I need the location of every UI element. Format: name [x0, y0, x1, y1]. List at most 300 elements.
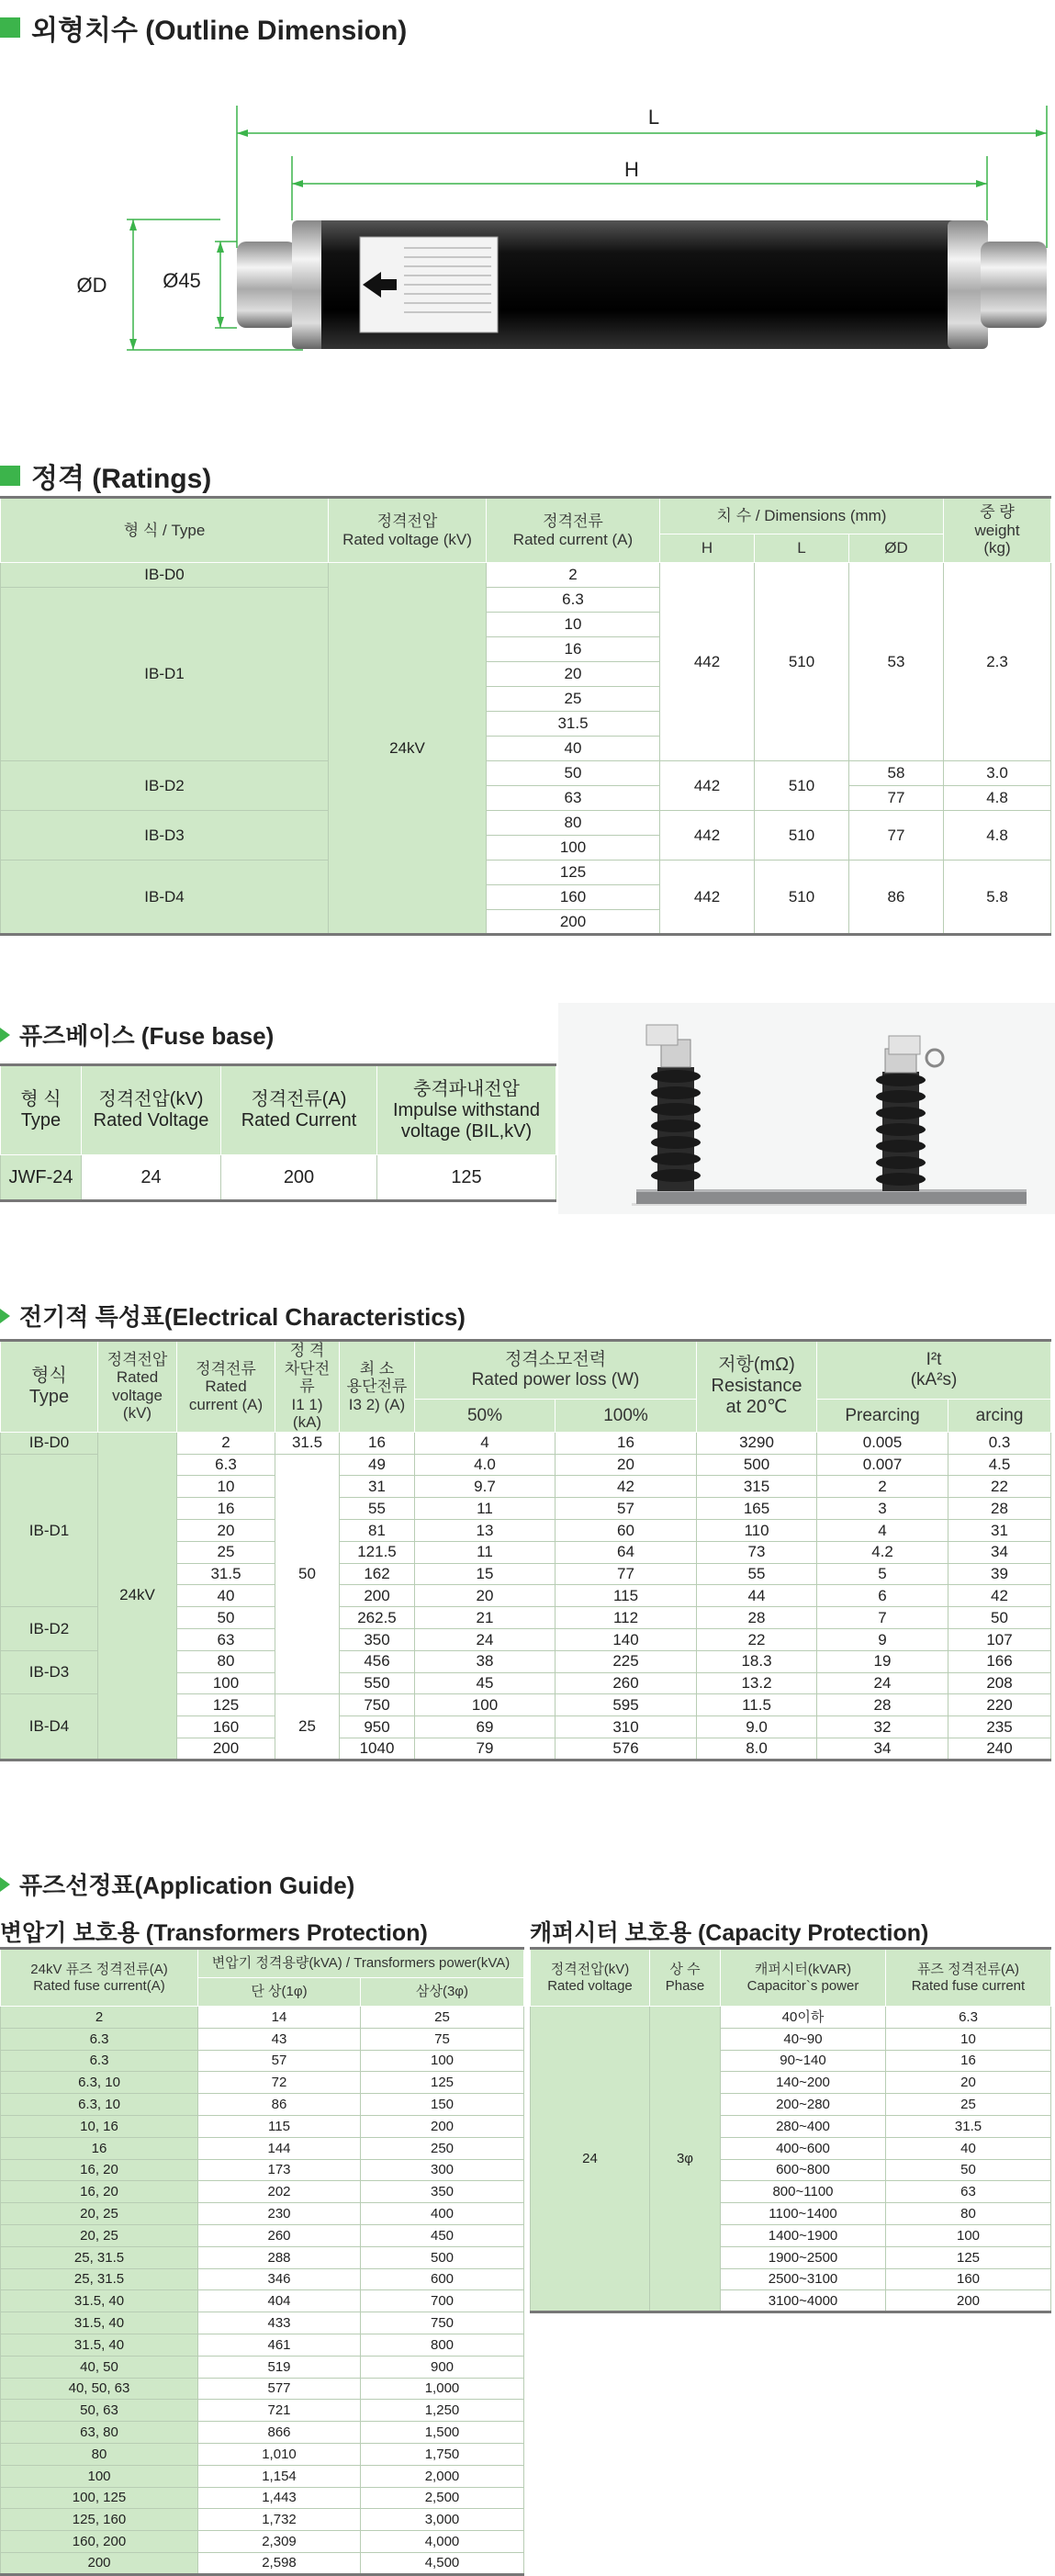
cap-fuse-cell: 100	[886, 2224, 1051, 2246]
value-cell: 28	[817, 1694, 948, 1716]
value-cell: 2	[817, 1476, 948, 1498]
current-cell: 100	[177, 1672, 275, 1694]
fuse-current-cell: 6.3, 10	[1, 2072, 198, 2094]
header-impulse: 충격파내전압 Impulse withstand voltage (BIL,kV)	[377, 1065, 556, 1155]
type-cell: IB-D0	[1, 1432, 98, 1454]
single-phase-cell: 202	[198, 2181, 361, 2203]
weight-cell: 2.3	[944, 563, 1051, 761]
value-cell: 166	[948, 1650, 1051, 1672]
cap-table	[530, 1947, 1051, 2313]
current-cell: 125	[487, 861, 660, 885]
triangle-bullet-icon	[0, 1028, 10, 1042]
fuse-current-cell: 6.3, 10	[1, 2094, 198, 2116]
current-cell: 200	[221, 1155, 377, 1201]
dim-label-D: ØD	[76, 274, 107, 297]
cap-phase-cell: 3φ	[650, 2007, 721, 2312]
single-phase-cell: 404	[198, 2290, 361, 2312]
current-cell: 10	[177, 1476, 275, 1498]
value-cell: 55	[697, 1563, 817, 1585]
dim-D-cell: 77	[849, 811, 944, 861]
fuse-base-photo	[558, 1003, 1055, 1214]
header-weight: 중 량 weight (kg)	[944, 498, 1051, 563]
cap-fuse-cell: 31.5	[886, 2115, 1051, 2137]
three-phase-cell: 125	[361, 2072, 524, 2094]
type-cell: IB-D0	[1, 563, 329, 588]
header-dims: 치 수 / Dimensions (mm)	[660, 498, 944, 534]
three-phase-cell: 750	[361, 2312, 524, 2334]
three-phase-cell: 400	[361, 2203, 524, 2225]
value-cell: 4	[415, 1432, 556, 1454]
fusebase-table	[0, 1063, 556, 1202]
single-phase-cell: 721	[198, 2400, 361, 2422]
left-end-cap	[237, 242, 297, 328]
current-cell: 63	[487, 786, 660, 811]
fuse-current-cell: 6.3	[1, 2050, 198, 2072]
cap-power-cell: 3100~4000	[721, 2290, 886, 2312]
current-cell: 100	[487, 836, 660, 861]
header-i1: 정 격 차단전류 I1 1) (kA)	[275, 1341, 340, 1433]
value-cell: 50	[948, 1607, 1051, 1629]
current-cell: 40	[177, 1585, 275, 1607]
dim-L-cell: 510	[755, 761, 849, 811]
header-type: 형 식 Type	[1, 1065, 82, 1155]
value-cell: 595	[556, 1694, 697, 1716]
cap-fuse-cell: 6.3	[886, 2007, 1051, 2029]
dim-H-cell: 442	[660, 761, 755, 811]
fuse-current-cell: 16, 20	[1, 2159, 198, 2181]
current-cell: 31.5	[487, 712, 660, 737]
weight-cell: 5.8	[944, 861, 1051, 935]
single-phase-cell: 1,154	[198, 2465, 361, 2487]
fuse-current-cell: 80	[1, 2443, 198, 2465]
value-cell: 140	[556, 1628, 697, 1650]
value-cell: 11	[415, 1498, 556, 1520]
value-cell: 4.5	[948, 1454, 1051, 1476]
three-phase-cell: 4,500	[361, 2552, 524, 2574]
value-cell: 34	[817, 1738, 948, 1760]
header-voltage: 정격전압 Rated voltage (kV)	[98, 1341, 177, 1433]
current-cell: 2	[487, 563, 660, 588]
value-cell: 208	[948, 1672, 1051, 1694]
value-cell: 55	[340, 1498, 415, 1520]
header-resistance: 저항(mΩ) Resistance at 20℃	[697, 1341, 817, 1433]
ratings-title: 정격 (Ratings)	[0, 456, 211, 496]
outline-title: 외형치수 (Outline Dimension)	[0, 7, 407, 48]
fuse-current-cell: 40, 50	[1, 2356, 198, 2378]
single-phase-cell: 2,598	[198, 2552, 361, 2574]
header-voltage: 정격전압(kV) Rated Voltage	[82, 1065, 221, 1155]
header-p50: 50%	[415, 1400, 556, 1432]
value-cell: 200	[340, 1585, 415, 1607]
value-cell: 3	[817, 1498, 948, 1520]
value-cell: 69	[415, 1716, 556, 1738]
value-cell: 11.5	[697, 1694, 817, 1716]
value-cell: 18.3	[697, 1650, 817, 1672]
header-cap-phase: 상 수 Phase	[650, 1949, 721, 2007]
type-cell: IB-D1	[1, 588, 329, 761]
value-cell: 315	[697, 1476, 817, 1498]
value-cell: 15	[415, 1563, 556, 1585]
three-phase-cell: 1,500	[361, 2422, 524, 2444]
current-cell: 40	[487, 737, 660, 761]
value-cell: 21	[415, 1607, 556, 1629]
header-trans-power: 변압기 정격용량(kVA) / Transformers power(kVA)	[198, 1949, 524, 1978]
current-cell: 6.3	[487, 588, 660, 613]
square-bullet-icon	[0, 17, 20, 38]
current-cell: 160	[177, 1716, 275, 1738]
triangle-bullet-icon	[0, 1877, 10, 1892]
value-cell: 45	[415, 1672, 556, 1694]
value-cell: 456	[340, 1650, 415, 1672]
three-phase-cell: 3,000	[361, 2509, 524, 2531]
three-phase-cell: 1,750	[361, 2443, 524, 2465]
fuse-current-cell: 2	[1, 2007, 198, 2029]
header-three-phase: 삼상(3φ)	[361, 1978, 524, 2007]
fuse-current-cell: 20, 25	[1, 2203, 198, 2225]
cap-power-cell: 1900~2500	[721, 2246, 886, 2268]
current-cell: 20	[177, 1519, 275, 1541]
cap-power-cell: 800~1100	[721, 2181, 886, 2203]
weight-cell: 4.8	[944, 811, 1051, 861]
value-cell: 112	[556, 1607, 697, 1629]
single-phase-cell: 2,309	[198, 2531, 361, 2553]
type-cell: IB-D1	[1, 1454, 98, 1607]
dim-D-cell: 53	[849, 563, 944, 761]
value-cell: 110	[697, 1519, 817, 1541]
header-D: ØD	[849, 534, 944, 563]
value-cell: 22	[948, 1476, 1051, 1498]
value-cell: 79	[415, 1738, 556, 1760]
dim-label-45: Ø45	[163, 269, 201, 292]
three-phase-cell: 450	[361, 2224, 524, 2246]
i1-cell: 50	[275, 1454, 340, 1694]
cap-power-cell: 40이하	[721, 2007, 886, 2029]
fuse-current-cell: 160, 200	[1, 2531, 198, 2553]
value-cell: 4.0	[415, 1454, 556, 1476]
value-cell: 9	[817, 1628, 948, 1650]
value-cell: 121.5	[340, 1541, 415, 1563]
current-cell: 50	[487, 761, 660, 786]
three-phase-cell: 1,250	[361, 2400, 524, 2422]
value-cell: 11	[415, 1541, 556, 1563]
cap-fuse-cell: 80	[886, 2203, 1051, 2225]
fuse-current-cell: 25, 31.5	[1, 2246, 198, 2268]
voltage-cell: 24kV	[98, 1432, 177, 1760]
value-cell: 57	[556, 1498, 697, 1520]
header-cap-power: 캐퍼시터(kVAR) Capacitor`s power	[721, 1949, 886, 2007]
three-phase-cell: 250	[361, 2137, 524, 2159]
fuse-current-cell: 125, 160	[1, 2509, 198, 2531]
single-phase-cell: 57	[198, 2050, 361, 2072]
cap-power-cell: 140~200	[721, 2072, 886, 2094]
fuse-current-cell: 100, 125	[1, 2487, 198, 2509]
value-cell: 0.007	[817, 1454, 948, 1476]
cap-power-cell: 280~400	[721, 2115, 886, 2137]
three-phase-cell: 100	[361, 2050, 524, 2072]
value-cell: 28	[697, 1607, 817, 1629]
header-cap-fuse: 퓨즈 정격전류(A) Rated fuse current	[886, 1949, 1051, 2007]
value-cell: 225	[556, 1650, 697, 1672]
single-phase-cell: 346	[198, 2268, 361, 2290]
three-phase-cell: 700	[361, 2290, 524, 2312]
current-cell: 20	[487, 662, 660, 687]
cap-title: 캐퍼시터 보호용 (Capacity Protection)	[530, 1920, 929, 1946]
cap-fuse-cell: 20	[886, 2072, 1051, 2094]
three-phase-cell: 1,000	[361, 2378, 524, 2400]
cap-power-cell: 200~280	[721, 2094, 886, 2116]
type-cell: IB-D4	[1, 861, 329, 935]
value-cell: 7	[817, 1607, 948, 1629]
three-phase-cell: 75	[361, 2028, 524, 2050]
cap-fuse-cell: 125	[886, 2246, 1051, 2268]
single-phase-cell: 1,443	[198, 2487, 361, 2509]
current-cell: 25	[177, 1541, 275, 1563]
single-phase-cell: 144	[198, 2137, 361, 2159]
cap-power-cell: 1100~1400	[721, 2203, 886, 2225]
type-cell: IB-D3	[1, 1650, 98, 1694]
value-cell: 81	[340, 1519, 415, 1541]
cap-fuse-cell: 50	[886, 2159, 1051, 2181]
value-cell: 220	[948, 1694, 1051, 1716]
value-cell: 6	[817, 1585, 948, 1607]
dim-label-H: H	[624, 158, 639, 181]
cap-voltage-cell: 24	[531, 2007, 650, 2312]
elec-title: 전기적 특성표(Electrical Characteristics)	[0, 1299, 466, 1333]
value-cell: 165	[697, 1498, 817, 1520]
single-phase-cell: 230	[198, 2203, 361, 2225]
voltage-cell: 24kV	[329, 563, 487, 935]
current-cell: 160	[487, 885, 660, 910]
three-phase-cell: 800	[361, 2334, 524, 2356]
dim-L-cell: 510	[755, 811, 849, 861]
cap-fuse-cell: 200	[886, 2290, 1051, 2312]
current-cell: 16	[487, 637, 660, 662]
value-cell: 22	[697, 1628, 817, 1650]
header-i2t: I²t (kA²s)	[817, 1341, 1051, 1400]
value-cell: 64	[556, 1541, 697, 1563]
weight-cell: 4.8	[944, 786, 1051, 811]
header-prearcing: Prearcing	[817, 1400, 948, 1432]
type-cell: IB-D2	[1, 1607, 98, 1651]
value-cell: 4	[817, 1519, 948, 1541]
right-end-cap	[981, 242, 1047, 328]
value-cell: 73	[697, 1541, 817, 1563]
fuse-current-cell: 200	[1, 2552, 198, 2574]
elec-table	[0, 1339, 1051, 1761]
current-cell: 25	[487, 687, 660, 712]
value-cell: 20	[415, 1585, 556, 1607]
fuse-current-cell: 31.5, 40	[1, 2290, 198, 2312]
value-cell: 162	[340, 1563, 415, 1585]
current-cell: 6.3	[177, 1454, 275, 1476]
fuse-current-cell: 6.3	[1, 2028, 198, 2050]
fuse-current-cell: 31.5, 40	[1, 2312, 198, 2334]
value-cell: 44	[697, 1585, 817, 1607]
value-cell: 1040	[340, 1738, 415, 1760]
cap-power-cell: 90~140	[721, 2050, 886, 2072]
fuse-current-cell: 100	[1, 2465, 198, 2487]
value-cell: 24	[415, 1628, 556, 1650]
cap-fuse-cell: 25	[886, 2094, 1051, 2116]
value-cell: 3290	[697, 1432, 817, 1454]
value-cell: 8.0	[697, 1738, 817, 1760]
cap-power-cell: 400~600	[721, 2137, 886, 2159]
value-cell: 4.2	[817, 1541, 948, 1563]
value-cell: 9.7	[415, 1476, 556, 1498]
value-cell: 42	[556, 1476, 697, 1498]
type-cell: IB-D4	[1, 1694, 98, 1760]
single-phase-cell: 173	[198, 2159, 361, 2181]
three-phase-cell: 150	[361, 2094, 524, 2116]
current-cell: 80	[487, 811, 660, 836]
i1-cell: 25	[275, 1694, 340, 1760]
value-cell: 13	[415, 1519, 556, 1541]
header-i3: 최 소 용단전류 I3 2) (A)	[340, 1341, 415, 1433]
three-phase-cell: 200	[361, 2115, 524, 2137]
fuse-current-cell: 10, 16	[1, 2115, 198, 2137]
dim-D-cell: 77	[849, 786, 944, 811]
cap-fuse-cell: 40	[886, 2137, 1051, 2159]
dim-D-cell: 58	[849, 761, 944, 786]
dim-H-cell: 442	[660, 563, 755, 761]
value-cell: 77	[556, 1563, 697, 1585]
current-cell: 200	[177, 1738, 275, 1760]
fusebase-title: 퓨즈베이스 (Fuse base)	[0, 1018, 274, 1052]
value-cell: 16	[340, 1432, 415, 1454]
value-cell: 350	[340, 1628, 415, 1650]
cap-power-cell: 40~90	[721, 2028, 886, 2050]
single-phase-cell: 461	[198, 2334, 361, 2356]
header-single-phase: 단 상(1φ)	[198, 1978, 361, 2007]
cap-fuse-cell: 160	[886, 2268, 1051, 2290]
single-phase-cell: 43	[198, 2028, 361, 2050]
value-cell: 115	[556, 1585, 697, 1607]
value-cell: 576	[556, 1738, 697, 1760]
current-cell: 200	[487, 910, 660, 935]
value-cell: 38	[415, 1650, 556, 1672]
value-cell: 235	[948, 1716, 1051, 1738]
current-cell: 80	[177, 1650, 275, 1672]
header-type: 형 식 / Type	[1, 498, 329, 563]
header-current: 정격전류(A) Rated Current	[221, 1065, 377, 1155]
header-cap-voltage: 정격전압(kV) Rated voltage	[531, 1949, 650, 2007]
cap-fuse-cell: 10	[886, 2028, 1051, 2050]
three-phase-cell: 300	[361, 2159, 524, 2181]
fuse-current-cell: 20, 25	[1, 2224, 198, 2246]
cap-fuse-cell: 16	[886, 2050, 1051, 2072]
voltage-cell: 24	[82, 1155, 221, 1201]
header-fuse-current: 24kV 퓨즈 정격전류(A) Rated fuse current(A)	[1, 1949, 198, 2007]
value-cell: 500	[697, 1454, 817, 1476]
three-phase-cell: 350	[361, 2181, 524, 2203]
current-cell: 10	[487, 613, 660, 637]
guide-title: 퓨즈선정표(Application Guide)	[0, 1867, 354, 1901]
dim-L-cell: 510	[755, 861, 849, 935]
fuse-current-cell: 31.5, 40	[1, 2334, 198, 2356]
value-cell: 262.5	[340, 1607, 415, 1629]
three-phase-cell: 4,000	[361, 2531, 524, 2553]
three-phase-cell: 600	[361, 2268, 524, 2290]
type-cell: IB-D2	[1, 761, 329, 811]
value-cell: 0.005	[817, 1432, 948, 1454]
fuse-current-cell: 40, 50, 63	[1, 2378, 198, 2400]
header-voltage: 정격전압 Rated voltage (kV)	[329, 498, 487, 563]
value-cell: 31	[948, 1519, 1051, 1541]
triangle-bullet-icon	[0, 1309, 10, 1323]
value-cell: 20	[556, 1454, 697, 1476]
type-cell: IB-D3	[1, 811, 329, 861]
value-cell: 16	[556, 1432, 697, 1454]
value-cell: 750	[340, 1694, 415, 1716]
fuse-current-cell: 50, 63	[1, 2400, 198, 2422]
value-cell: 39	[948, 1563, 1051, 1585]
three-phase-cell: 2,500	[361, 2487, 524, 2509]
cap-power-cell: 2500~3100	[721, 2268, 886, 2290]
single-phase-cell: 519	[198, 2356, 361, 2378]
value-cell: 31	[340, 1476, 415, 1498]
current-cell: 63	[177, 1628, 275, 1650]
square-bullet-icon	[0, 466, 20, 486]
value-cell: 13.2	[697, 1672, 817, 1694]
value-cell: 5	[817, 1563, 948, 1585]
fuse-outline-drawing	[0, 92, 1055, 367]
fuse-current-cell: 63, 80	[1, 2422, 198, 2444]
header-power: 정격소모전력 Rated power loss (W)	[415, 1341, 697, 1400]
header-current: 정격전류 Rated current (A)	[177, 1341, 275, 1433]
fuse-current-cell: 16	[1, 2137, 198, 2159]
single-phase-cell: 288	[198, 2246, 361, 2268]
trans-table	[0, 1947, 524, 2576]
value-cell: 32	[817, 1716, 948, 1738]
dim-label-L: L	[647, 106, 660, 129]
single-phase-cell: 260	[198, 2224, 361, 2246]
value-cell: 950	[340, 1716, 415, 1738]
three-phase-cell: 2,000	[361, 2465, 524, 2487]
header-arcing: arcing	[948, 1400, 1051, 1432]
three-phase-cell: 500	[361, 2246, 524, 2268]
fuse-current-cell: 16, 20	[1, 2181, 198, 2203]
i1-cell: 31.5	[275, 1432, 340, 1454]
single-phase-cell: 1,732	[198, 2509, 361, 2531]
current-cell: 2	[177, 1432, 275, 1454]
type-cell: JWF-24	[1, 1155, 82, 1201]
single-phase-cell: 433	[198, 2312, 361, 2334]
header-p100: 100%	[556, 1400, 697, 1432]
current-cell: 125	[177, 1694, 275, 1716]
header-H: H	[660, 534, 755, 563]
cap-power-cell: 1400~1900	[721, 2224, 886, 2246]
dim-L-cell: 510	[755, 563, 849, 761]
base-plate	[636, 1191, 1027, 1204]
single-phase-cell: 72	[198, 2072, 361, 2094]
value-cell: 550	[340, 1672, 415, 1694]
value-cell: 28	[948, 1498, 1051, 1520]
header-type: 형식 Type	[1, 1341, 98, 1433]
cap-power-cell: 600~800	[721, 2159, 886, 2181]
current-cell: 50	[177, 1607, 275, 1629]
cap-fuse-cell: 63	[886, 2181, 1051, 2203]
value-cell: 240	[948, 1738, 1051, 1760]
value-cell: 310	[556, 1716, 697, 1738]
value-cell: 19	[817, 1650, 948, 1672]
weight-cell: 3.0	[944, 761, 1051, 786]
value-cell: 49	[340, 1454, 415, 1476]
single-phase-cell: 115	[198, 2115, 361, 2137]
ratings-table	[0, 496, 1051, 936]
current-cell: 16	[177, 1498, 275, 1520]
header-L: L	[755, 534, 849, 563]
three-phase-cell: 900	[361, 2356, 524, 2378]
